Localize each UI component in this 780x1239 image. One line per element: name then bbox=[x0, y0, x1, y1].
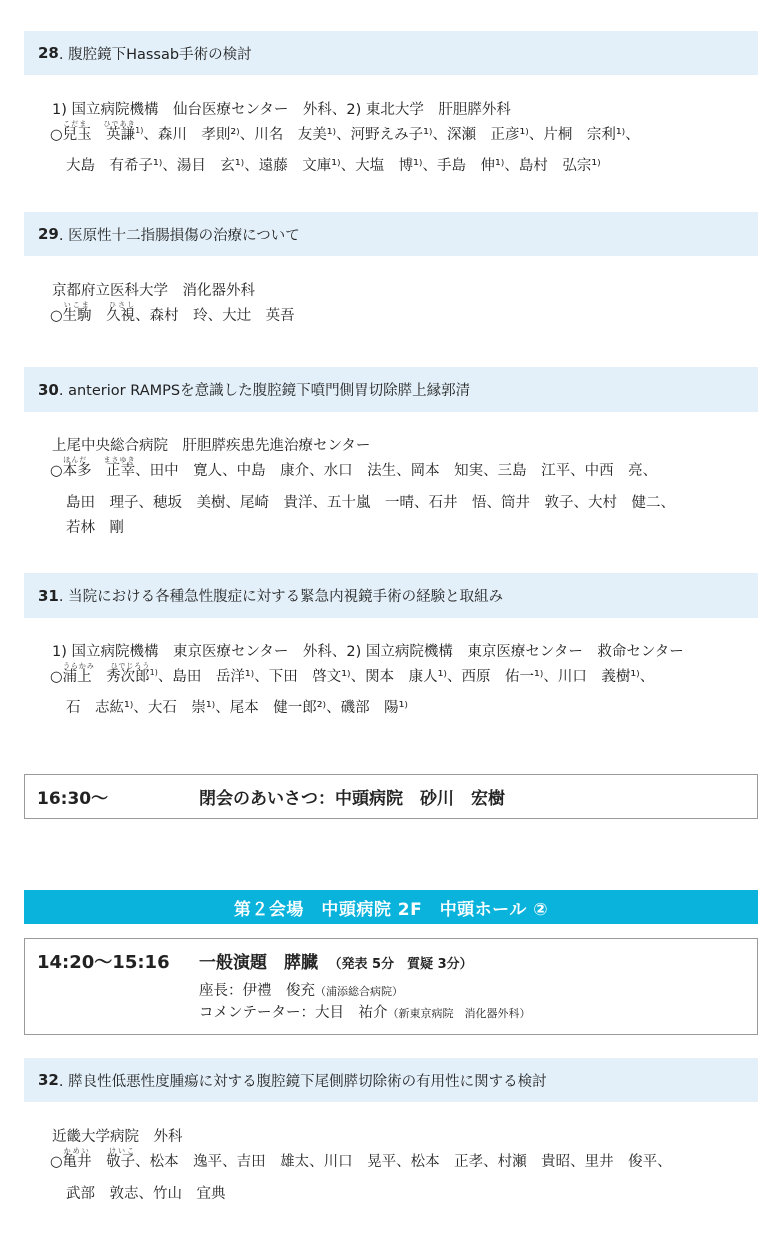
presenter-name: 兒玉 英謙こだま ひであき bbox=[62, 120, 136, 143]
entry-32-authors-line2: 武部 敦志、竹山 宜典 bbox=[66, 1186, 226, 1202]
entry-28-affiliation: 1) 国立病院機構 仙台医療センター 外科、2) 東北大学 肝胆膵外科 bbox=[52, 102, 511, 118]
entry-30-authors-line2: 島田 理子、穂坂 美樹、尾崎 貴洋、五十嵐 一晴、石井 悟、筒井 敦子、大村 健二、 bbox=[66, 495, 675, 511]
session-box bbox=[24, 938, 758, 1035]
closing-box bbox=[24, 774, 758, 819]
entry-32-affiliation: 近畿大学病院 外科 bbox=[52, 1129, 183, 1145]
entry-title: . 医原性十二指腸損傷の治療について bbox=[58, 227, 300, 244]
chair-affiliation: （浦添総合病院） bbox=[315, 985, 403, 998]
entry-31-authors-line1 bbox=[50, 662, 654, 686]
presenter-marker: ○ bbox=[50, 463, 63, 479]
session-format: （発表 5分 質疑 3分） bbox=[335, 957, 473, 972]
hall-header: 第２会場 中頭病院 2F 中頭ホール ② bbox=[24, 890, 758, 924]
entry-title: . 腹腔鏡下Hassab手術の検討 bbox=[58, 46, 252, 63]
entry-31-authors-line2: 石 志紘¹⁾、大石 崇¹⁾、尾本 健一郎²⁾、磯部 陽¹⁾ bbox=[66, 700, 408, 716]
entry-30-affiliation: 上尾中央総合病院 肝胆膵疾患先進治療センター bbox=[52, 438, 371, 454]
presenter-affil-ref: 1) bbox=[149, 668, 158, 678]
entry-title: . 膵良性低悪性度腫瘍に対する腹腔鏡下尾側膵切除術の有用性に関する検討 bbox=[58, 1073, 547, 1090]
entry-28-authors-line1 bbox=[50, 120, 640, 144]
entry-28-title bbox=[24, 31, 758, 75]
entry-32-authors-line1 bbox=[50, 1147, 672, 1171]
entry-title: . 当院における各種急性腹症に対する緊急内視鏡手術の経験と取組み bbox=[58, 589, 504, 605]
entry-29-affiliation: 京都府立医科大学 消化器外科 bbox=[52, 283, 255, 299]
presenter-marker: ○ bbox=[50, 308, 63, 324]
commentator-affiliation: （新東京病院 消化器外科） bbox=[387, 1007, 531, 1020]
closing-text: 閉会のあいさつ：中頭病院 砂川 宏樹 bbox=[199, 789, 505, 809]
presenter-marker: ○ bbox=[50, 669, 63, 685]
entry-31-affiliation: 1) 国立病院機構 東京医療センター 外科、2) 国立病院機構 東京医療センター 救命センター bbox=[52, 644, 684, 660]
entry-30-authors-line3: 若林 剛 bbox=[66, 520, 124, 536]
entry-number: 28 bbox=[38, 44, 59, 62]
co-authors: 、田中 寛人、中島 康介、水口 法生、岡本 知実、三島 江平、中西 亮、 bbox=[135, 463, 658, 479]
presenter-marker: ○ bbox=[50, 1154, 63, 1170]
co-authors: 、松本 逸平、吉田 雄太、川口 晃平、松本 正孝、村瀬 貴昭、里井 俊平、 bbox=[135, 1154, 672, 1170]
session-chair: 座長：伊禮 俊充（浦添総合病院） bbox=[199, 983, 403, 999]
entry-30-title bbox=[24, 367, 758, 412]
presenter-name: 生駒 久視いこま ひさし bbox=[62, 301, 136, 324]
presenter-name: 浦上 秀次郎うらかみ ひでじろう bbox=[62, 662, 150, 685]
session-time: 14:20～15:16 bbox=[37, 952, 170, 973]
entry-31-title bbox=[24, 573, 758, 618]
entry-30-authors-line1 bbox=[50, 456, 657, 480]
presenter-marker: ○ bbox=[50, 127, 63, 143]
entry-28-authors-line2: 大島 有希子¹⁾、湯目 玄¹⁾、遠藤 文庫¹⁾、大塩 博¹⁾、手島 伸¹⁾、島村 弘宗¹⁾ bbox=[66, 158, 601, 174]
co-authors: 、森川 孝則²⁾、川名 友美¹⁾、河野えみ子¹⁾、深瀬 正彦¹⁾、片桐 宗利¹⁾、 bbox=[143, 127, 640, 143]
entry-29-authors-line1 bbox=[50, 301, 295, 325]
entry-number: 31 bbox=[38, 586, 59, 605]
entry-29-title bbox=[24, 212, 758, 256]
session-commentator: コメンテーター：大目 祐介（新東京病院 消化器外科） bbox=[199, 1005, 531, 1021]
entry-32-title bbox=[24, 1058, 758, 1102]
entry-number: 29 bbox=[38, 225, 59, 243]
presenter-affil-ref: 1) bbox=[135, 126, 144, 136]
presenter-name: 亀井 敬子かめい けいこ bbox=[62, 1147, 136, 1170]
entry-number: 30 bbox=[38, 380, 59, 399]
co-authors: 、森村 玲、大辻 英吾 bbox=[135, 308, 295, 324]
entry-number: 32 bbox=[38, 1071, 59, 1089]
closing-time: 16:30～ bbox=[37, 789, 109, 809]
entry-title: . anterior RAMPSを意識した腹腔鏡下噴門側胃切除膵上縁郭清 bbox=[58, 383, 471, 399]
co-authors: 、島田 岳洋¹⁾、下田 啓文¹⁾、関本 康人¹⁾、西原 佑一¹⁾、川口 義樹¹⁾、 bbox=[157, 669, 655, 685]
presenter-name: 本多 正幸ほんだ まさゆき bbox=[62, 456, 136, 479]
session-title: 一般演題 膵臓 （発表 5分 質疑 3分） bbox=[199, 953, 473, 973]
